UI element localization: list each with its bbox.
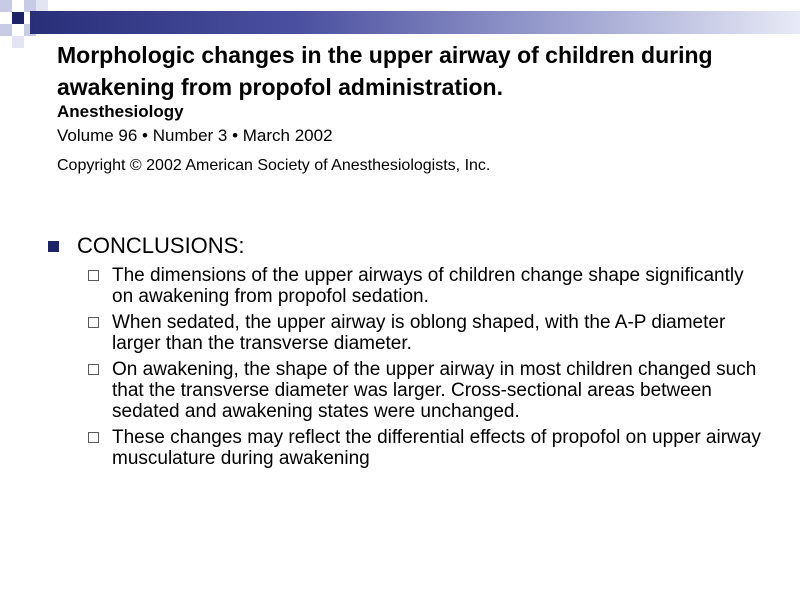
list-item <box>88 265 768 307</box>
journal-name: Anesthesiology <box>57 102 184 121</box>
list-item-text: The dimensions of the upper airways of children change shape significantly on awakening from propofol sedation. <box>112 265 744 307</box>
conclusions-list <box>88 265 768 474</box>
hollow-square-bullet-icon <box>88 432 99 443</box>
list-item-text: On awakening, the shape of the upper airway in most children changed such that the transverse diameter was larger. Cross-sectional areas between sedated and awakening states were unchanged. <box>112 359 757 422</box>
list-item <box>88 427 768 469</box>
square-bullet-icon <box>48 241 59 252</box>
deco-square <box>12 12 24 24</box>
list-item-text: These changes may reflect the differential effects of propofol on upper airway musculature during awakening <box>112 427 761 469</box>
title-gradient-bar <box>30 11 800 34</box>
deco-square <box>0 24 12 36</box>
hollow-square-bullet-icon <box>88 364 99 375</box>
conclusions-heading <box>48 233 244 259</box>
list-item <box>88 359 768 422</box>
deco-square <box>0 0 12 12</box>
slide-title: Morphologic changes in the upper airway of children during awakening from propofol administration. <box>57 42 713 100</box>
conclusions-label: CONCLUSIONS: <box>77 233 245 258</box>
volume-line: Volume 96 • Number 3 • March 2002 <box>57 126 333 145</box>
list-item-text: When sedated, the upper airway is oblong shaped, with the A-P diameter larger than the transverse diameter. <box>112 312 726 354</box>
list-item <box>88 312 768 354</box>
hollow-square-bullet-icon <box>88 270 99 281</box>
hollow-square-bullet-icon <box>88 317 99 328</box>
copyright-line: Copyright © 2002 American Society of Anesthesiologists, Inc. <box>57 157 491 174</box>
deco-square <box>12 36 24 48</box>
